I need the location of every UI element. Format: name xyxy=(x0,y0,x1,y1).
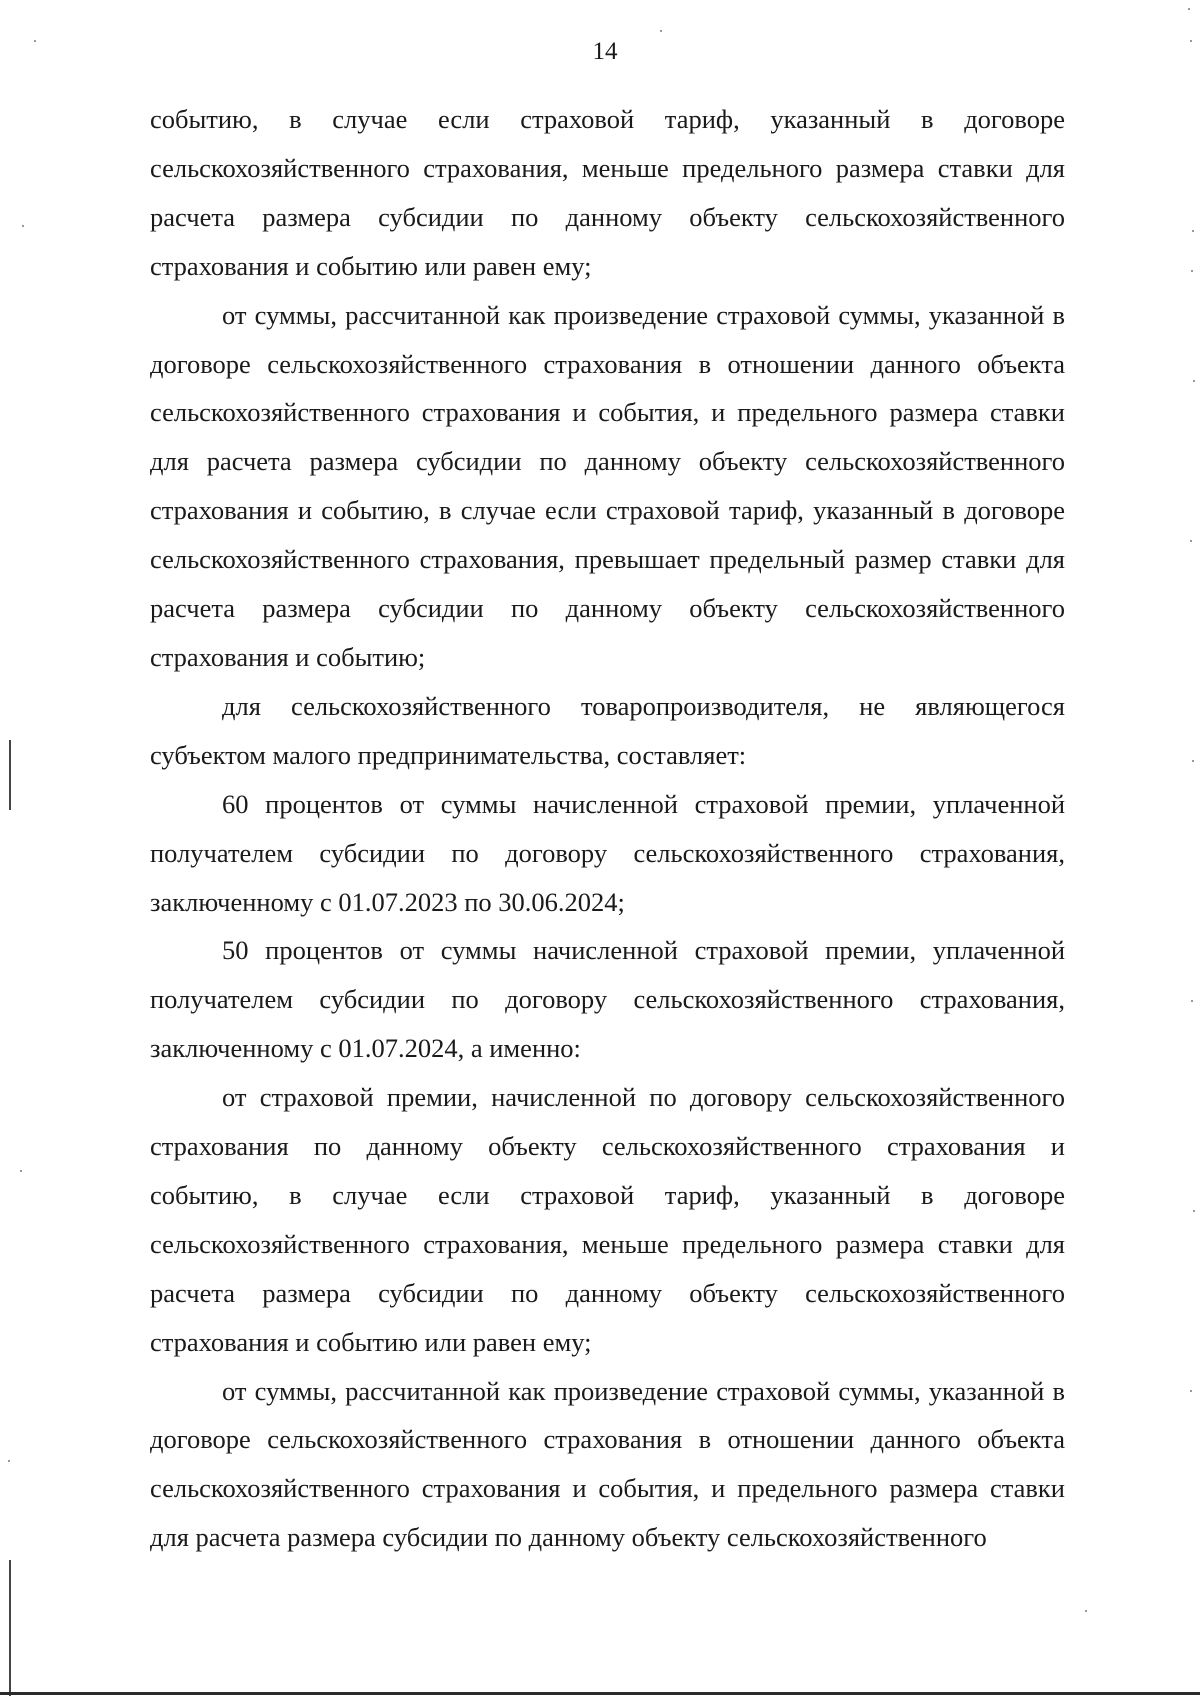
scan-speck xyxy=(1190,540,1192,542)
paragraph-1: событию, в случае если страховой тариф, указанный в договоре сельскохозяйственного страхования, меньше предельного размера ставки для расчета размера субсидии по данному объекту сельскохозяйственного страхования и событию или равен ему; xyxy=(150,104,1065,281)
scan-speck xyxy=(1190,40,1192,42)
scan-speck xyxy=(1188,8,1190,10)
scan-speck xyxy=(8,1460,10,1462)
paragraph-3: для сельскохозяйственного товаропроизводителя, не являющегося субъектом малого предпринимательства, составляет: xyxy=(150,690,1065,770)
paragraph-5: 50 процентов от суммы начисленной страховой премии, уплаченной получателем субсидии по договору сельскохозяйственного страхования, заключенному с 01.07.2024, а именно: xyxy=(150,935,1065,1064)
scan-speck xyxy=(1193,1210,1195,1212)
scan-speck xyxy=(660,30,662,32)
scan-speck xyxy=(20,1170,22,1172)
scan-speck xyxy=(1190,1390,1192,1392)
scan-speck xyxy=(1085,1610,1087,1612)
scan-speck xyxy=(1192,760,1194,762)
scan-edge-line-upper xyxy=(9,740,11,810)
page-number: 14 xyxy=(592,38,618,65)
paragraph-4: 60 процентов от суммы начисленной страховой премии, уплаченной получателем субсидии по договору сельскохозяйственного страхования, заключенному с 01.07.2023 по 30.06.2024; xyxy=(150,788,1065,917)
scan-edge-line-lower xyxy=(9,1560,11,1696)
scan-speck xyxy=(1193,380,1195,382)
scan-speck xyxy=(1191,1000,1193,1002)
paragraph-7: от суммы, рассчитанной как произведение страховой суммы, указанной в договоре сельскохозяйственного страхования в отношении данного объекта сельскохозяйственного страхования и события, и предельного размера ставки для расчета размера субсидии по данному объекту сельскохозяйственного xyxy=(150,1375,1065,1553)
scan-edge-line-bottom xyxy=(0,1692,1200,1695)
document-body xyxy=(150,95,1065,1562)
paragraph-2: от суммы, рассчитанной как произведение страховой суммы, указанной в договоре сельскохозяйственного страхования в отношении данного объекта сельскохозяйственного страхования и события, и предельного размера ставки для расчета размера субсидии по данному объекту сельскохозяйственного страхования и событию, в случае если страховой тариф, указанный в договоре сельскохозяйственного страхования, превышает предельный размер ставки для расчета размера субсидии по данному объекту сельскохозяйственного страхования и событию; xyxy=(150,299,1065,672)
paragraph-6: от страховой премии, начисленной по договору сельскохозяйственного страхования по данному объекту сельскохозяйственного страхования и событию, в случае если страховой тариф, указанный в договоре сельскохозяйственного страхования, меньше предельного размера ставки для расчета размера субсидии по данному объекту сельскохозяйственного страхования и событию или равен ему; xyxy=(150,1082,1065,1357)
scan-speck xyxy=(34,40,36,42)
scan-speck xyxy=(1192,230,1194,232)
scan-speck xyxy=(22,225,24,227)
scan-speck xyxy=(1191,270,1193,272)
